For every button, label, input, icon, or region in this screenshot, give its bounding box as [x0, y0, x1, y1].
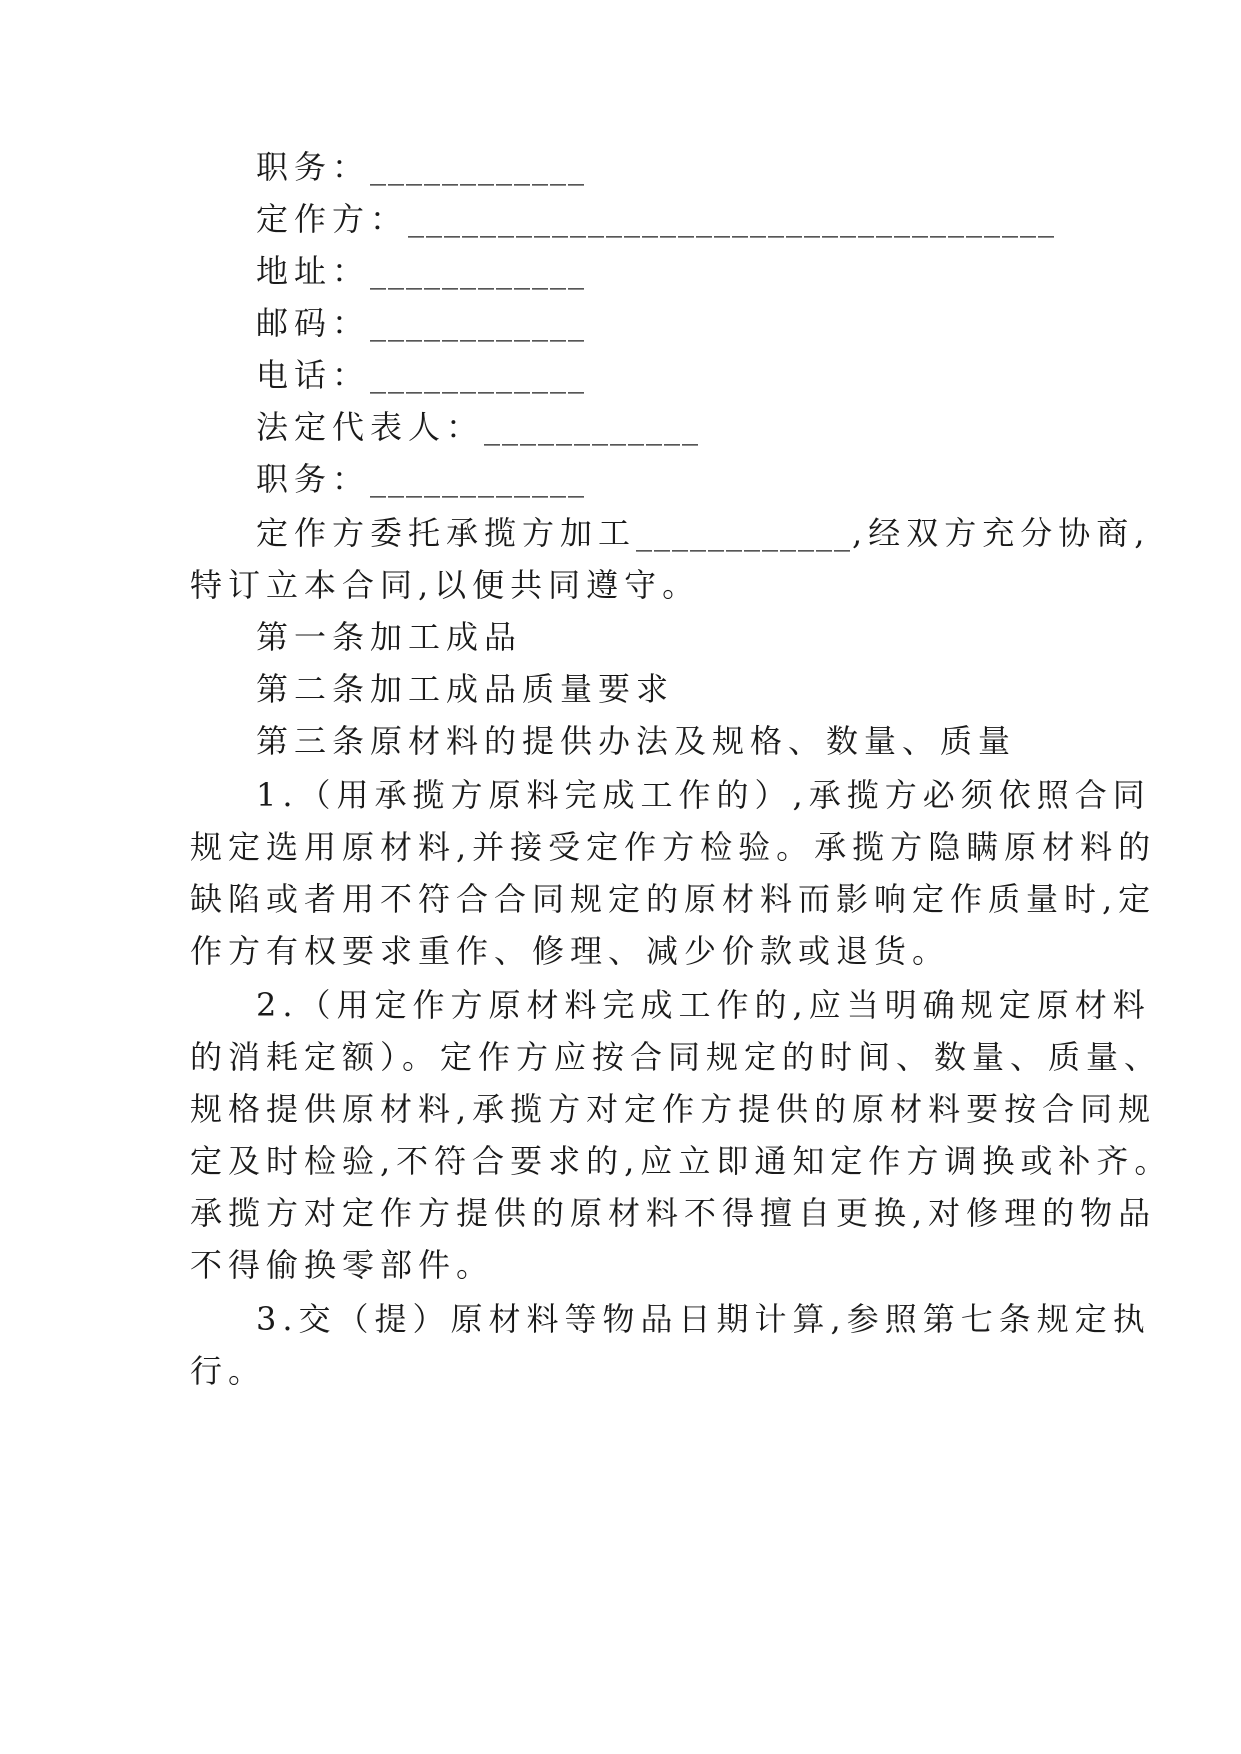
- field-blank: ____________________________________: [408, 200, 1057, 238]
- field-address: [0, 242, 1241, 300]
- field-label: 法定代表人：: [256, 408, 485, 446]
- clause1-line-3: 缺陷或者用不符合合同规定的原材料而影响定作质量时,定: [190, 880, 1157, 918]
- intro-text-end: ,经双方充分协商,: [852, 514, 1151, 552]
- field-label: 职务：: [256, 148, 371, 186]
- field-blank: ____________: [370, 148, 587, 186]
- field-blank: ____________: [370, 460, 587, 498]
- article-heading-3: 第三条原材料的提供办法及规格、数量、质量: [256, 722, 1017, 760]
- field-position-2: [0, 450, 1241, 508]
- field-blank: ____________: [370, 252, 587, 290]
- field-label: 地址：: [256, 252, 371, 290]
- intro-text: 定作方委托承揽方加工: [256, 514, 637, 552]
- field-label: 邮码：: [256, 304, 371, 342]
- clause2-line-5: 承揽方对定作方提供的原材料不得擅自更换,对修理的物品: [190, 1194, 1157, 1232]
- clause3-line-1: 3.交（提）原材料等物品日期计算,参照第七条规定执: [256, 1300, 1151, 1338]
- field-position-1: [0, 138, 1241, 196]
- field-label: 职务：: [256, 460, 371, 498]
- clause2-line-2: 的消耗定额）。定作方应按合同规定的时间、数量、质量、: [190, 1038, 1163, 1076]
- clause1-line-4: 作方有权要求重作、修理、减少价款或退货。: [190, 932, 951, 970]
- field-blank: ____________: [370, 304, 587, 342]
- field-postcode: [0, 294, 1241, 352]
- intro-blank: ____________: [636, 514, 853, 552]
- clause2-line-4: 定及时检验,不符合要求的,应立即通知定作方调换或补齐。: [190, 1142, 1173, 1180]
- clause3-line-2: 行。: [190, 1352, 267, 1390]
- intro-line-2: 特订立本合同,以便共同遵守。: [190, 566, 701, 604]
- article-heading-2: 第二条加工成品质量要求: [256, 670, 675, 708]
- intro-line-1: [0, 504, 1241, 562]
- article-heading-1: 第一条加工成品: [256, 618, 523, 656]
- field-label: 电话：: [256, 356, 371, 394]
- clause1-line-2: 规定选用原材料,并接受定作方检验。承揽方隐瞒原材料的: [190, 828, 1157, 866]
- field-blank: ____________: [370, 356, 587, 394]
- field-phone: [0, 346, 1241, 404]
- clause2-line-3: 规格提供原材料,承揽方对定作方提供的原材料要按合同规: [190, 1090, 1157, 1128]
- clause1-line-1: 1.（用承揽方原料完成工作的）,承揽方必须依照合同: [256, 776, 1151, 814]
- field-blank: ____________: [484, 408, 701, 446]
- clause2-line-1: 2.（用定作方原材料完成工作的,应当明确规定原材料: [256, 986, 1151, 1024]
- field-commissioning-party: [0, 190, 1241, 248]
- field-legal-representative: [0, 398, 1241, 456]
- clause2-line-6: 不得偷换零部件。: [190, 1246, 495, 1284]
- field-label: 定作方：: [256, 200, 409, 238]
